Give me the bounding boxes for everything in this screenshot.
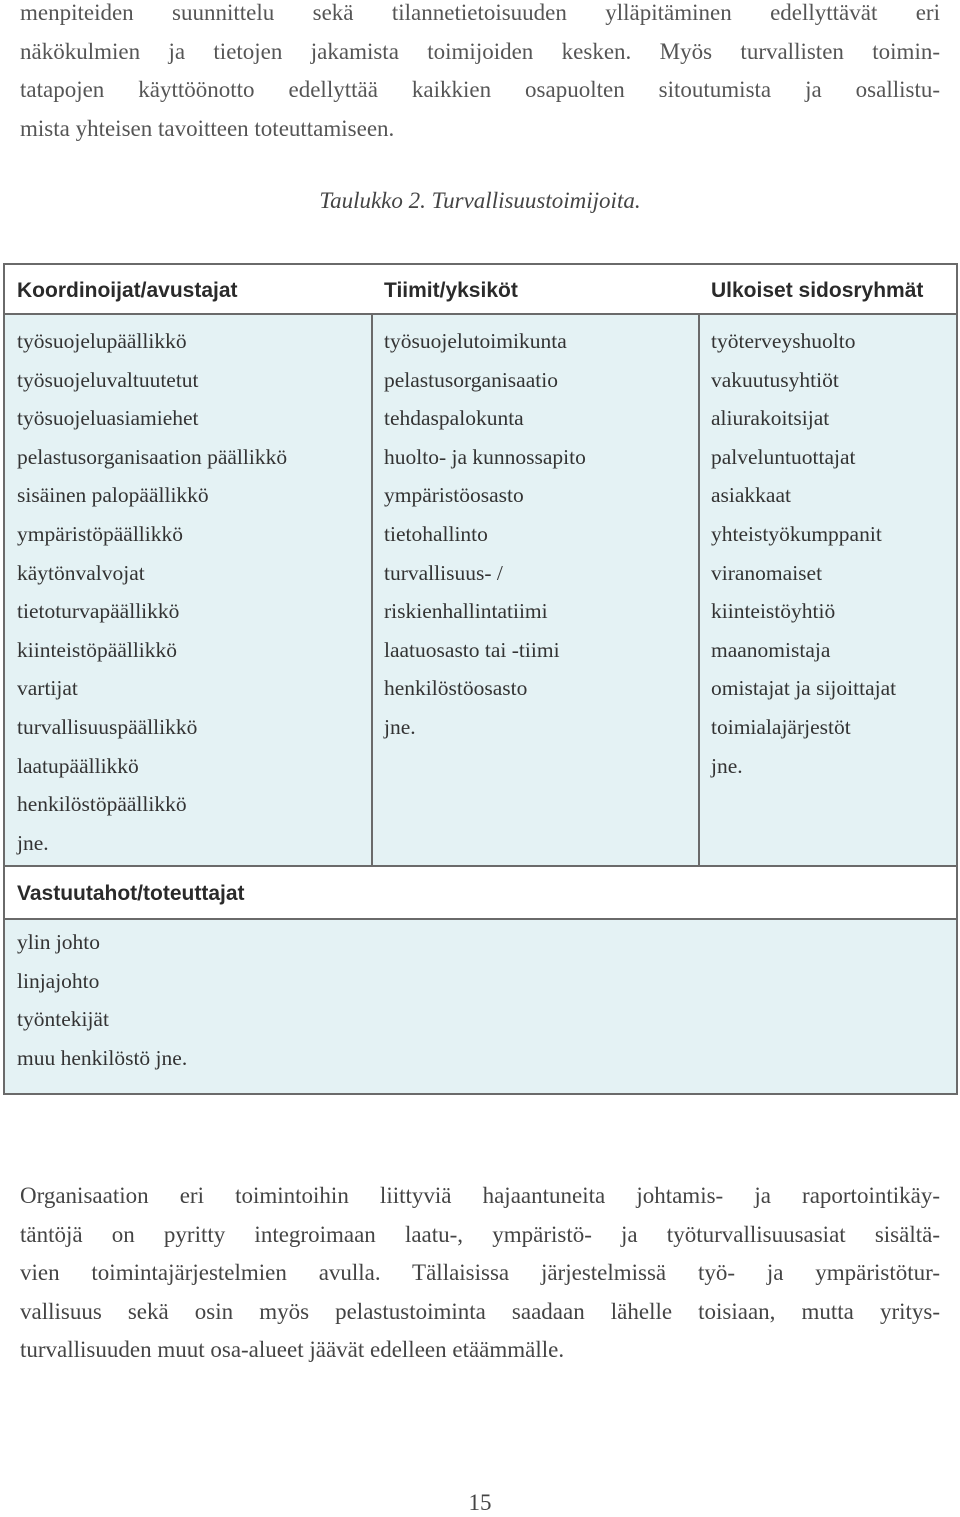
list-item: maanomistaja <box>711 637 831 662</box>
list-item: ylin johto <box>17 930 101 954</box>
outro-line: täntöjä on pyritty integroimaan laatu-, ympäristö- ja työturvallisuusasiat sisältä- <box>20 1221 940 1247</box>
list-item: jne. <box>711 753 743 778</box>
header-teams: Tiimit/yksiköt <box>384 279 518 302</box>
header-coordinators: Koordinoijat/avustajat <box>17 279 238 302</box>
list-item: toimialajärjestöt <box>711 714 851 739</box>
table-caption: Taulukko 2. Turvallisuustoimijoita. <box>319 188 641 213</box>
page-number: 15 <box>468 1490 492 1515</box>
list-item: yhteistyökumppanit <box>711 521 882 546</box>
list-item: pelastusorganisaatio <box>384 367 558 392</box>
actors-table <box>3 263 958 1095</box>
intro-line: näkökulmien ja tietojen jakamista toimijoiden kesken. Myös turvallisten toimin- <box>20 38 940 64</box>
list-item: henkilöstöpäällikkö <box>17 792 187 817</box>
outro-line: Organisaation eri toimintoihin liittyviä hajaantuneita johtamis- ja raportointikäy- <box>20 1183 940 1208</box>
list-item: kiinteistöyhtiö <box>711 599 836 624</box>
list-item: työsuojelutoimikunta <box>384 329 567 353</box>
list-item: työntekijät <box>17 1007 109 1032</box>
outro-line: vien toimintajärjestelmien avulla. Tällaisissa järjestelmissä työ- ja ympäristötur- <box>20 1260 940 1286</box>
list-item: huolto- ja kunnossapito <box>384 444 586 469</box>
list-item: asiakkaat <box>711 483 791 508</box>
list-item: työsuojeluvaltuutetut <box>17 367 199 392</box>
outro-paragraph <box>20 1177 940 1370</box>
list-item: linjajohto <box>17 968 100 993</box>
responsible-header-row <box>5 865 956 920</box>
list-item: vartijat <box>17 676 78 701</box>
list-item: kiinteistöpäällikkö <box>17 637 178 662</box>
responsible-list <box>17 920 187 1077</box>
list-item: riskienhallintatiimi <box>384 599 548 624</box>
list-item: sisäinen palopäällikkö <box>17 483 209 508</box>
header-external: Ulkoiset sidosryhmät <box>711 279 924 302</box>
intro-line: menpiteiden suunnittelu sekä tilannetietoisuuden ylläpitäminen edellyttävät eri <box>20 0 940 25</box>
intro-paragraph <box>20 0 940 148</box>
intro-line: mista yhteisen tavoitteen toteuttamiseen. <box>20 115 395 141</box>
outro-line: turvallisuuden muut osa-alueet jäävät edelleen etäämmälle. <box>20 1337 565 1363</box>
list-item: käytönvalvojat <box>17 560 145 585</box>
list-item: laatupäällikkö <box>17 753 139 778</box>
list-item: tehdaspalokunta <box>384 406 524 431</box>
list-item: työsuojeluasiamiehet <box>17 406 199 431</box>
list-item: pelastusorganisaation päällikkö <box>17 444 288 469</box>
list-item: laatuosasto tai -tiimi <box>384 637 560 662</box>
list-item: jne. <box>384 714 416 739</box>
header-responsible: Vastuutahot/toteuttajat <box>17 882 245 905</box>
list-item: viranomaiset <box>711 560 823 585</box>
outro-line: vallisuus sekä osin myös pelastustoiminta saadaan lähelle toisiaan, mutta yritys- <box>20 1298 940 1324</box>
list-item: palveluntuottajat <box>711 444 856 469</box>
list-item: työsuojelupäällikkö <box>17 329 187 353</box>
list-item: turvallisuus- / <box>384 560 503 585</box>
list-item: muu henkilöstö jne. <box>17 1045 188 1070</box>
teams-column <box>371 315 698 865</box>
list-item: turvallisuuspäällikkö <box>17 714 198 739</box>
coordinators-column <box>17 315 369 865</box>
external-column <box>698 315 956 865</box>
list-item: työterveyshuolto <box>711 329 856 353</box>
list-item: tietohallinto <box>384 521 488 546</box>
list-item: henkilöstöosasto <box>384 676 528 701</box>
list-item: aliurakoitsijat <box>711 406 830 431</box>
list-item: vakuutusyhtiöt <box>711 367 839 392</box>
list-item: ympäristöosasto <box>384 483 524 508</box>
intro-line: tatapojen käyttöönotto edellyttää kaikkien osapuolten sitoutumista ja osallistu- <box>20 77 940 103</box>
table-header-row <box>5 265 956 315</box>
list-item: omistajat ja sijoittajat <box>711 676 897 701</box>
list-item: jne. <box>17 830 49 855</box>
list-item: ympäristöpäällikkö <box>17 521 183 546</box>
list-item: tietoturvapäällikkö <box>17 599 180 624</box>
